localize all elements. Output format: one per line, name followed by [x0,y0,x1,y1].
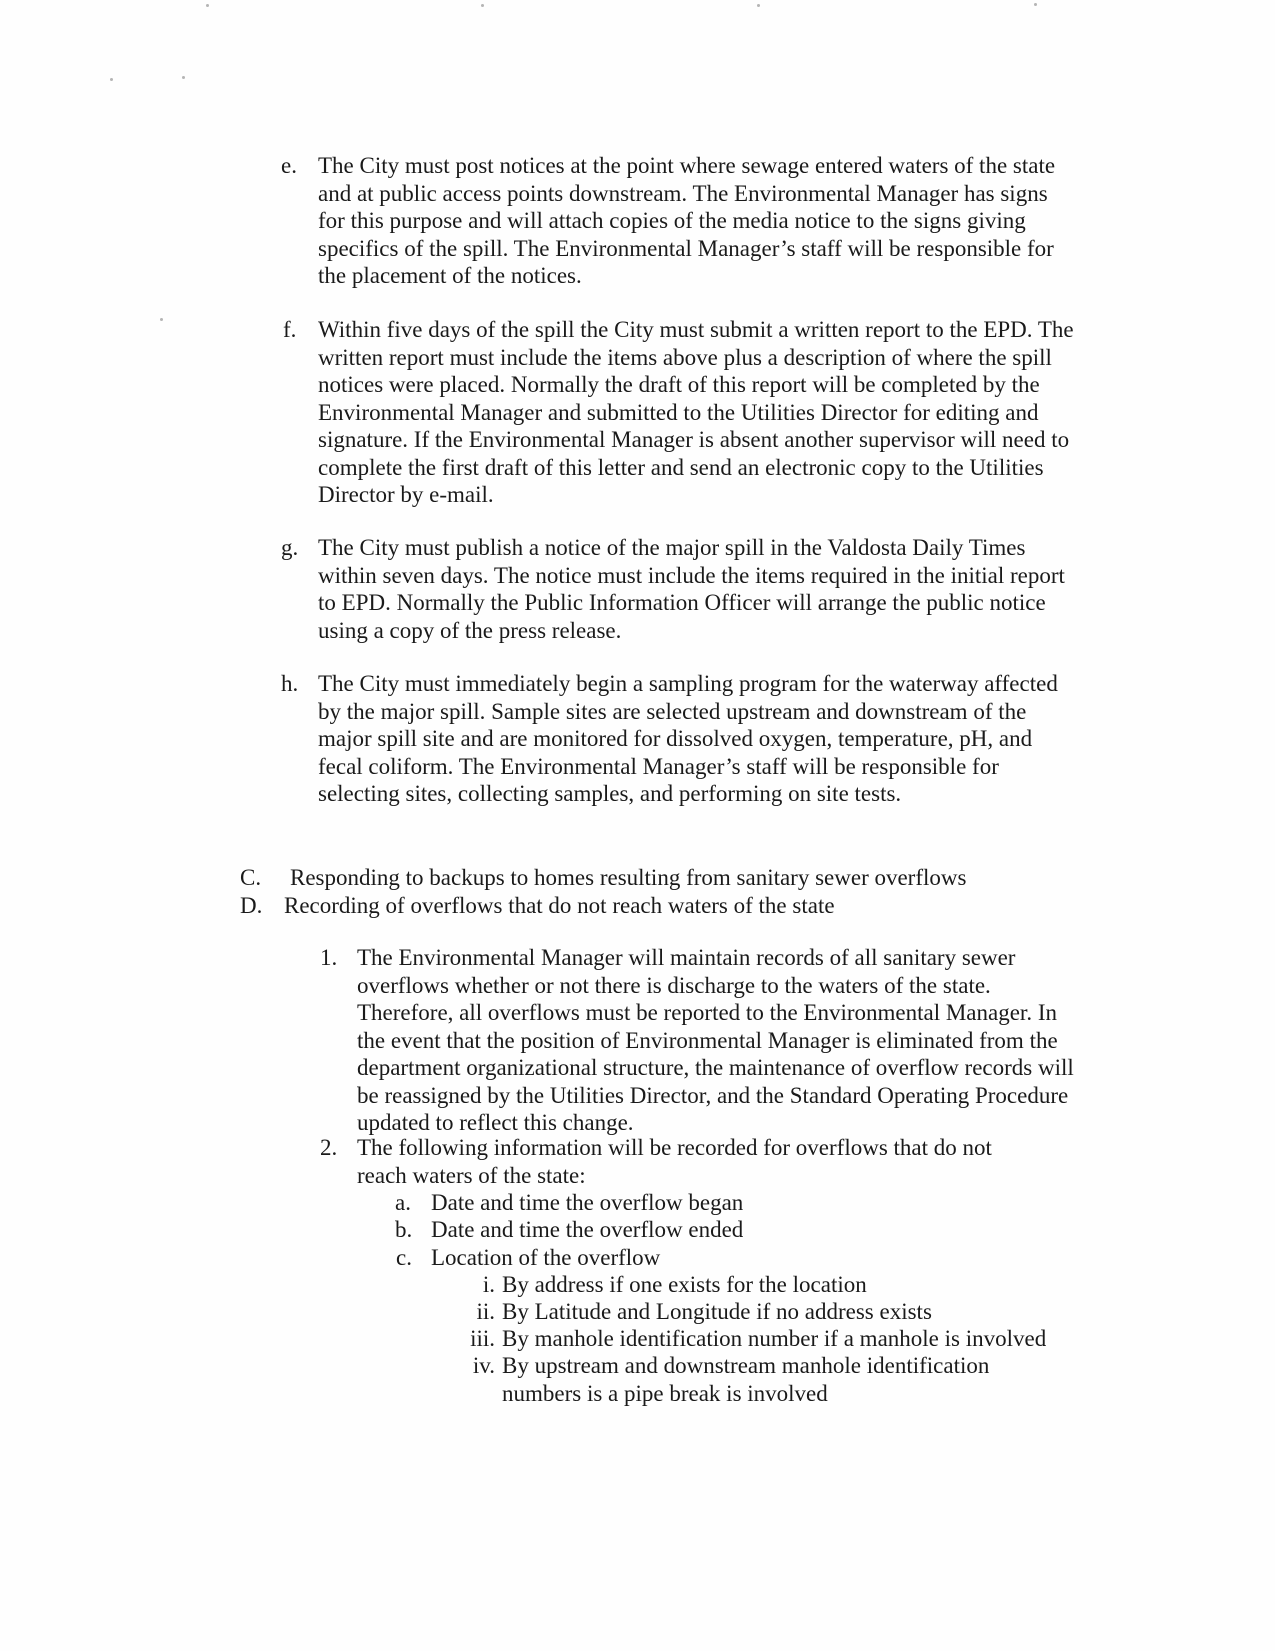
section-text: Recording of overflows that do not reach waters of the state [284,893,835,918]
item-label: ii. [476,1299,495,1324]
item-text: The City must immediately begin a sampling program for the waterway affected by the major spill. Sample sites are selected upstream and downstream of the major spill site and are monitored for dissolved oxygen, temperature, pH, and fecal coliform. The Environmental Manager’s staff will be responsible for selecting sites, collecting samples, and performing on site tests. [318,671,1058,806]
section-text: Responding to backups to homes resulting from sanitary sewer overflows [290,865,967,890]
item-text: The City must publish a notice of the major spill in the Valdosta Daily Times within seven days. The notice must include the items required in the initial report to EPD. Normally the Public Information Officer will arrange the public notice using a copy of the press release. [318,535,1065,643]
item-text: Location of the overflow [431,1245,661,1270]
item-label: g. [281,535,299,560]
scan-speck [110,78,113,81]
item-text: By manhole identification number if a manhole is involved [502,1326,1047,1351]
scan-speck [757,4,760,7]
scan-speck [481,4,484,7]
item-label: iv. [472,1353,495,1378]
item-text: Within five days of the spill the City must submit a written report to the EPD. The written report must include the items above plus a description of where the spill notices were placed. Normally the draft of this report will be completed by the Environmental Manager and submitted to the Utilities Director for editing and signature. If the Environmental Manager is absent another supervisor will need to complete the first draft of this letter and send an electronic copy to the Utilities Director by e-mail. [318,317,1074,507]
item-text: Date and time the overflow ended [431,1217,744,1242]
section-label: D. [240,893,263,918]
scan-speck [206,4,209,7]
item-label: b. [395,1217,413,1242]
item-text: By address if one exists for the location [502,1272,867,1297]
section-label: C. [240,865,262,890]
item-label: 2. [320,1135,338,1160]
item-text: By Latitude and Longitude if no address exists [502,1299,932,1324]
item-label: iii. [470,1326,495,1351]
item-text: Date and time the overflow began [431,1190,744,1215]
item-label: e. [281,153,297,178]
item-text: By upstream and downstream manhole identification numbers is a pipe break is involved [502,1353,990,1406]
item-text: The Environmental Manager will maintain records of all sanitary sewer overflows whether or not there is discharge to the waters of the state. Therefore, all overflows must be reported to the Environmental Manager. In the event that the position of Environmental Manager is eliminated from the department organizational structure, the maintenance of overflow records will be reassigned by the Utilities Director, and the Standard Operating Procedure updated to reflect this change. [357,945,1074,1135]
item-label: i. [482,1272,495,1297]
scan-speck [182,76,185,79]
item-label: 1. [320,945,338,970]
section-heading-c [240,864,966,892]
scan-speck [1034,3,1037,6]
item-label: a. [395,1190,411,1215]
section-heading-d [240,892,835,920]
item-text: The City must post notices at the point where sewage entered waters of the state and at public access points downstream. The Environmental Manager has signs for this purpose and will attach copies of the media notice to the signs giving specifics of the spill. The Environmental Manager’s staff will be responsible for the placement of the notices. [318,153,1056,288]
item-label: c. [396,1245,412,1270]
scan-speck [160,318,163,321]
item-text: The following information will be recorded for overflows that do not reach waters of the state: [357,1135,992,1188]
item-label: h. [281,671,299,696]
item-label: f. [283,317,297,342]
